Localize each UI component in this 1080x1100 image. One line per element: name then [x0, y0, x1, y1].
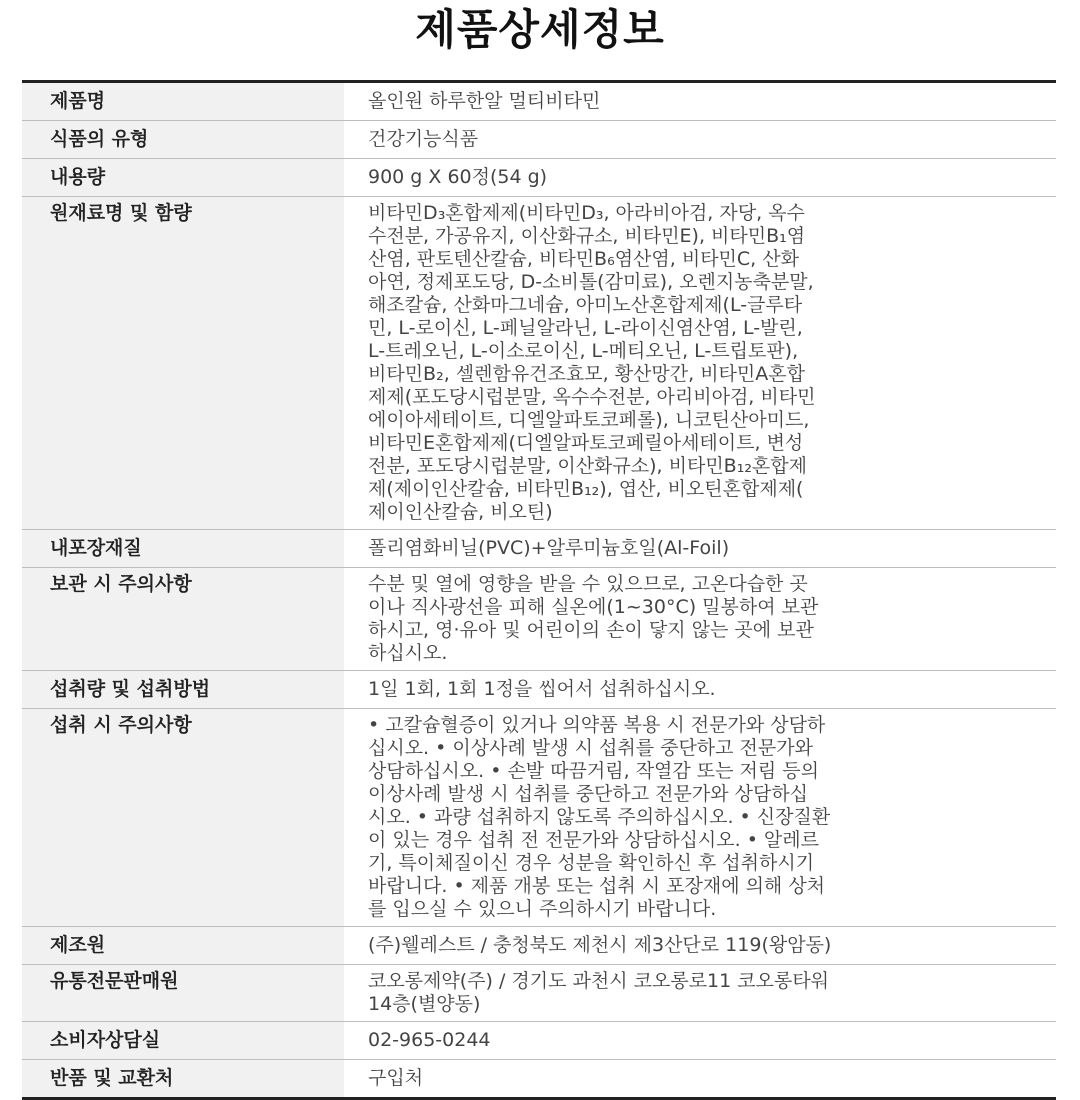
table-row: [22, 1060, 1056, 1097]
table-row: [22, 159, 1056, 197]
row-value-net-content: 900 g X 60정(54 g): [368, 166, 548, 188]
row-value-intake-caution: • 고칼슘혈증이 있거나 의약품 복용 시 전문가와 상담하 십시오. • 이상사례 발생 시 섭취를 중단하고 전문가와 상담하십시오. • 손발 따끔거림, 작열감 또는 저림 등의 이상사례 발생 시 섭취를 중단하고 전문가와 상담하십 시오. • 과량 섭취하지 않도록 주의하십시오. • 신장질환 이 있는 경우 섭취 전 전문가와 상담하십시오. • 알레르 기, 특이체질이신 경우 성분을 확인하신 후 섭취하시기 바랍니다. • 제품 개봉 또는 섭취 시 포장재에 의해 상처 를 입으실 수 있으니 주의하시기 바랍니다.: [368, 714, 831, 920]
row-label-ingredients: 원재료명 및 함량: [22, 197, 344, 529]
row-value-return-exchange: 구입처: [368, 1067, 424, 1089]
table-row: [22, 927, 1056, 965]
row-value-storage-caution: 수분 및 열에 영향을 받을 수 있으므로, 고온다습한 곳 이나 직사광선을 피해 실온에(1~30°C) 밀봉하여 보관 하시고, 영·유아 및 어린이의 손이 닿지 않는 곳에 보관 하십시오.: [368, 573, 819, 664]
row-label-food-type: 식품의 유형: [22, 121, 344, 158]
row-label-net-content: 내용량: [22, 159, 344, 196]
table-row: [22, 1022, 1056, 1060]
row-value-packaging-material: 폴리염화비닐(PVC)+알루미늄호일(Al-Foil): [368, 537, 730, 559]
table-row: [22, 965, 1056, 1022]
row-value-manufacturer: (주)웰레스트 / 충청북도 제천시 제3산단로 119(왕암동): [368, 934, 832, 956]
row-label-packaging-material: 내포장재질: [22, 530, 344, 567]
table-row: [22, 530, 1056, 568]
row-value-intake-method: 1일 1회, 1회 1정을 씹어서 섭취하십시오.: [368, 678, 716, 700]
page-title: 제품상세정보: [415, 5, 665, 54]
table-row: [22, 121, 1056, 159]
row-label-product-name: 제품명: [22, 83, 344, 120]
row-label-intake-method: 섭취량 및 섭취방법: [22, 671, 344, 708]
row-value-ingredients: 비타민D₃혼합제제(비타민D₃, 아라비아검, 자당, 옥수 수전분, 가공유지, 이산화규소, 비타민E), 비타민B₁염 산염, 판토텐산칼슘, 비타민B₆염산염, 비타민C, 산화 아연, 정제포도당, D-소비톨(감미료), 오렌지농축분말, 해조칼슘, 산화마그네슘, 아미노산혼합제제(L-글루타 민, L-로이신, L-페닐알라닌, L-라이신염산염, L-발린, L-트레오닌, L-이소로이신, L-메티오닌, L-트립토판), 비타민B₂, 셀렌함유건조효모, 황산망간, 비타민A혼합 제제(포도당시럽분말, 옥수수전분, 아리비아검, 비타민 에이아세테이트, 디엘알파토코페롤), 니코틴산아미드, 비타민E혼합제제(디엘알파토코페릴아세테이트, 변성 전분, 포도당시럽분말, 이산화규소), 비타민B₁₂혼합제 제(제이인산칼슘, 비타민B₁₂), 엽산, 비오틴혼합제제( 제이인산칼슘, 비오틴): [368, 202, 816, 523]
row-label-intake-caution: 섭취 시 주의사항: [22, 709, 344, 926]
row-label-storage-caution: 보관 시 주의사항: [22, 568, 344, 670]
row-label-manufacturer: 제조원: [22, 927, 344, 964]
row-label-consumer-center: 소비자상담실: [22, 1022, 344, 1059]
row-value-distributor: 코오롱제약(주) / 경기도 과천시 코오롱로11 코오롱타워 14층(별양동): [368, 970, 830, 1015]
product-info-table: [22, 80, 1056, 1100]
table-row: [22, 197, 1056, 530]
row-value-product-name: 올인원 하루한알 멀티비타민: [368, 90, 601, 112]
row-value-food-type: 건강기능식품: [368, 128, 479, 150]
row-label-return-exchange: 반품 및 교환처: [22, 1060, 344, 1097]
table-row: [22, 568, 1056, 671]
row-value-consumer-center: 02-965-0244: [368, 1029, 491, 1051]
table-row: [22, 671, 1056, 709]
table-row: [22, 709, 1056, 927]
table-row: [22, 83, 1056, 121]
row-label-distributor: 유통전문판매원: [22, 965, 344, 1021]
